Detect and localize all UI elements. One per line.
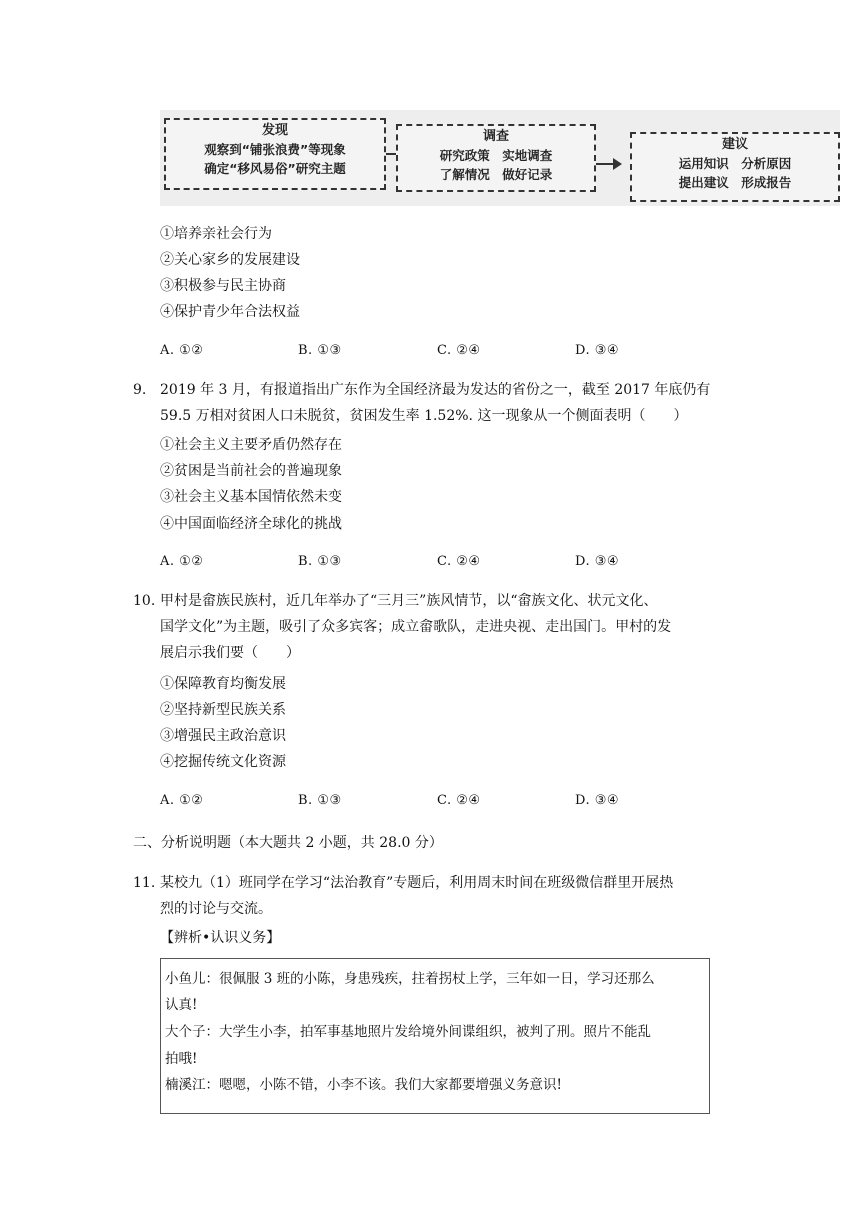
q8-option-b[interactable]: B. ①③	[298, 343, 342, 358]
q9-stem-line: 2019 年 3 月，有报道指出广东作为全国经济最为发达的省份之一，截至 2017 年底仍有	[160, 382, 711, 398]
q9-option-b[interactable]: B. ①③	[298, 554, 342, 569]
chat-line: 拍哦!	[165, 1051, 198, 1067]
q9-stem-line: 59.5 万相对贫困人口未脱贫，贫困发生率 1.52%. 这一现象从一个侧面表明（ ）	[160, 408, 688, 424]
q8-option-c[interactable]: C. ②④	[437, 343, 481, 358]
flow-box-line: 观察到“铺张浪费”等现象	[204, 142, 346, 157]
q10-item: ①保障教育均衡发展	[160, 676, 286, 692]
q11-subheading: 【辨析•认识义务】	[160, 930, 281, 946]
q11-stem-line: 烈的讨论与交流。	[160, 901, 272, 917]
chat-line: 楠溪江：嗯嗯，小陈不错，小李不该。我们大家都要增强义务意识!	[165, 1077, 562, 1093]
q10-stem-line: 甲村是畲族民族村，近几年举办了“三月三”族风情节，以“畲族文化、状元文化、	[160, 593, 658, 609]
q10-item: ③增强民主政治意识	[160, 728, 286, 744]
q8-item: ③积极参与民主协商	[160, 278, 286, 294]
flow-box-investigate	[396, 124, 596, 192]
q11-number: 11.	[133, 875, 156, 891]
flow-box-line: 提出建议 形成报告	[678, 175, 792, 190]
flow-box-title: 调查	[482, 129, 509, 144]
flow-box-suggest	[630, 132, 840, 202]
q10-option-b[interactable]: B. ①③	[298, 793, 342, 808]
q10-stem-line: 国学文化”为主题，吸引了众多宾客；成立畲歌队，走进央视、走出国门。甲村的发	[160, 619, 672, 635]
flow-box-title: 发现	[261, 123, 288, 138]
q9-stem	[160, 377, 740, 429]
flowchart	[160, 110, 840, 206]
q10-stem	[160, 588, 740, 666]
q10-item: ②坚持新型民族关系	[160, 702, 286, 718]
flow-box-discover	[164, 118, 386, 190]
q10-stem-line: 展启示我们要（ ）	[160, 645, 300, 661]
flow-box-line: 了解情况 做好记录	[439, 167, 553, 182]
flow-arrow	[596, 163, 620, 165]
chat-line: 小鱼儿：很佩服 3 班的小陈，身患残疾，拄着拐杖上学，三年如一日，学习还那么	[165, 971, 655, 987]
flow-box-line: 运用知识 分析原因	[678, 156, 792, 171]
section-heading: 二、分析说明题（本大题共 2 小题，共 28.0 分）	[133, 835, 443, 851]
q10-item: ④挖掘传统文化资源	[160, 754, 286, 770]
q10-number: 10.	[133, 593, 156, 609]
q9-option-d[interactable]: D. ③④	[575, 554, 620, 569]
q10-option-a[interactable]: A. ①②	[160, 793, 204, 808]
flow-box-line: 确定“移风易俗”研究主题	[204, 161, 346, 176]
q8-option-d[interactable]: D. ③④	[575, 343, 620, 358]
q9-number: 9.	[133, 382, 147, 398]
q9-option-c[interactable]: C. ②④	[437, 554, 481, 569]
q8-item: ①培养亲社会行为	[160, 226, 272, 242]
q11-stem	[160, 870, 740, 922]
q10-option-c[interactable]: C. ②④	[437, 793, 481, 808]
chat-line: 大个子：大学生小李，拍军事基地照片发给境外间谍组织，被判了刑。照片不能乱	[165, 1024, 651, 1040]
flow-box-line: 研究政策 实地调查	[439, 148, 553, 163]
q9-item: ③社会主义基本国情依然未变	[160, 489, 342, 505]
q8-item: ④保护青少年合法权益	[160, 304, 300, 320]
q11-stem-line: 某校九（1）班同学在学习“法治教育”专题后，利用周末时间在班级微信群里开展热	[160, 875, 674, 891]
chat-line: 认真!	[165, 997, 198, 1013]
chat-excerpt-box	[160, 958, 710, 1114]
q9-item: ④中国面临经济全球化的挑战	[160, 516, 342, 532]
q9-item: ①社会主义主要矛盾仍然存在	[160, 437, 342, 453]
q8-option-a[interactable]: A. ①②	[160, 343, 204, 358]
q9-item: ②贫困是当前社会的普遍现象	[160, 463, 342, 479]
q8-item: ②关心家乡的发展建设	[160, 252, 300, 268]
q9-option-a[interactable]: A. ①②	[160, 554, 204, 569]
flow-box-title: 建议	[721, 137, 748, 152]
q10-option-d[interactable]: D. ③④	[575, 793, 620, 808]
